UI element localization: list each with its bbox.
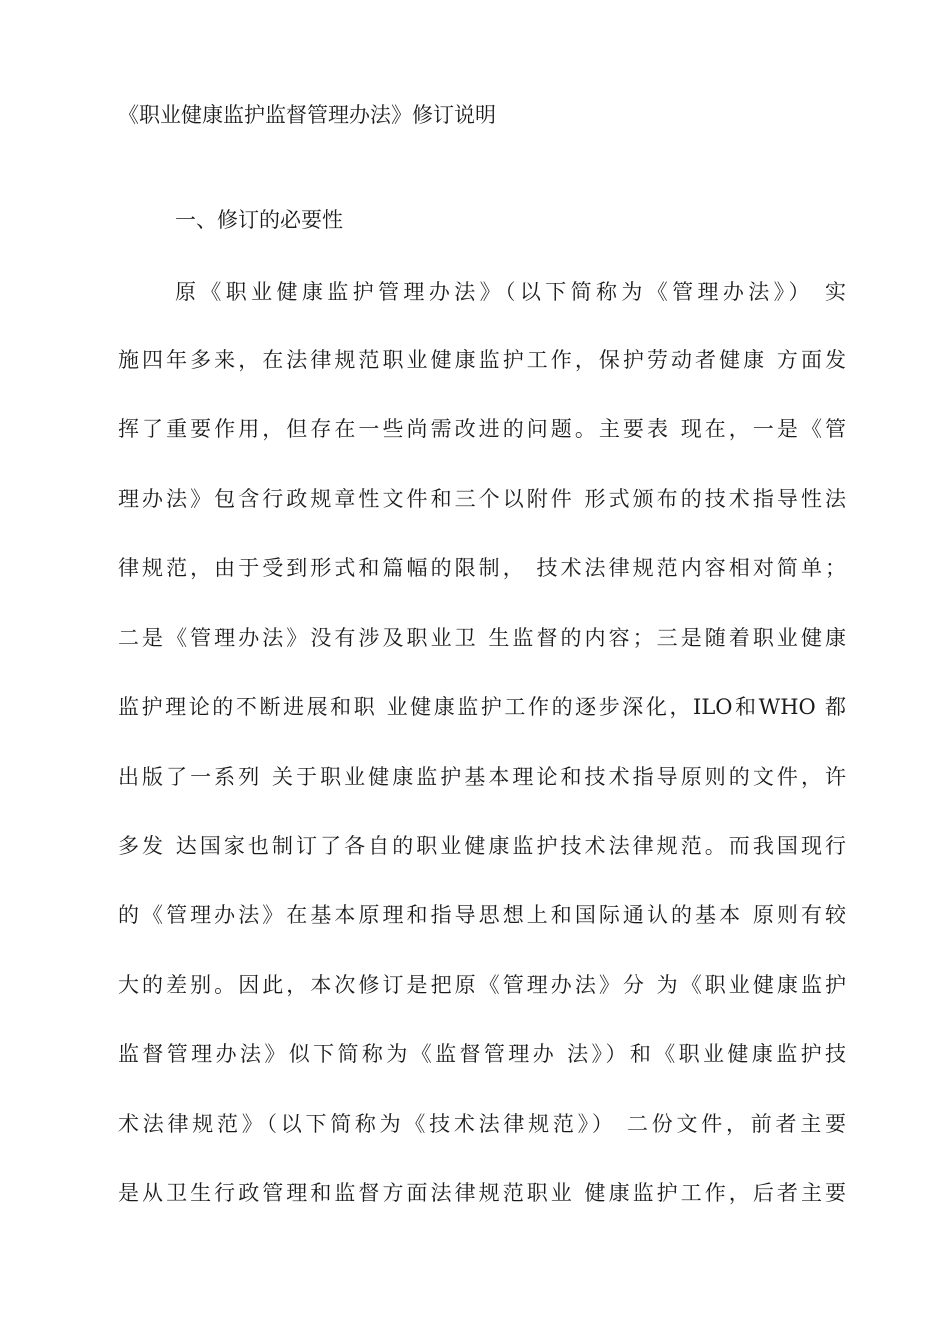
paragraph-line: 是从卫生行政管理和监督方面法律规范职业 健康监护工作，后者主要 bbox=[118, 1181, 846, 1205]
paragraph-line: 出版了一系列 关于职业健康监护基本理论和技术指导原则的文件，许 bbox=[118, 765, 846, 789]
paragraph-line: 的《管理办法》在基本原理和指导思想上和国际通认的基本 原则有较 bbox=[118, 903, 846, 927]
paragraph-line: 二是《管理办法》没有涉及职业卫 生监督的内容；三是随着职业健康 bbox=[118, 626, 846, 650]
paragraph-line: 多发 达国家也制订了各自的职业健康监护技术法律规范。而我国现行 bbox=[118, 834, 846, 858]
paragraph-line: 术法律规范》（以下简称为《技术法律规范》） 二份文件，前者主要 bbox=[118, 1112, 846, 1136]
paragraph-line: 施四年多来，在法律规范职业健康监护工作，保护劳动者健康 方面发 bbox=[118, 348, 846, 372]
paragraph-line: 原《职业健康监护管理办法》（以下简称为《管理办法》） 实 bbox=[175, 280, 846, 304]
paragraph-line: 大的差别。因此，本次修订是把原《管理办法》分 为《职业健康监护 bbox=[118, 973, 846, 997]
paragraph-line: 监督管理办法》似下简称为《监督管理办 法》）和《职业健康监护技 bbox=[118, 1042, 846, 1066]
document-title: 《职业健康监护监督管理办法》修订说明 bbox=[118, 103, 496, 127]
paragraph-line: 挥了重要作用，但存在一些尚需改进的问题。主要表 现在，一是《管 bbox=[118, 417, 846, 441]
paragraph-line: 理办法》包含行政规章性文件和三个以附件 形式颁布的技术指导性法 bbox=[118, 487, 846, 511]
section-heading: 一、修订的必要性 bbox=[175, 208, 343, 232]
paragraph-line: 监护理论的不断进展和职 业健康监护工作的逐步深化，ILO和WHO 都 bbox=[118, 695, 846, 719]
paragraph-line: 律规范，由于受到形式和篇幅的限制， 技术法律规范内容相对简单； bbox=[118, 556, 846, 580]
